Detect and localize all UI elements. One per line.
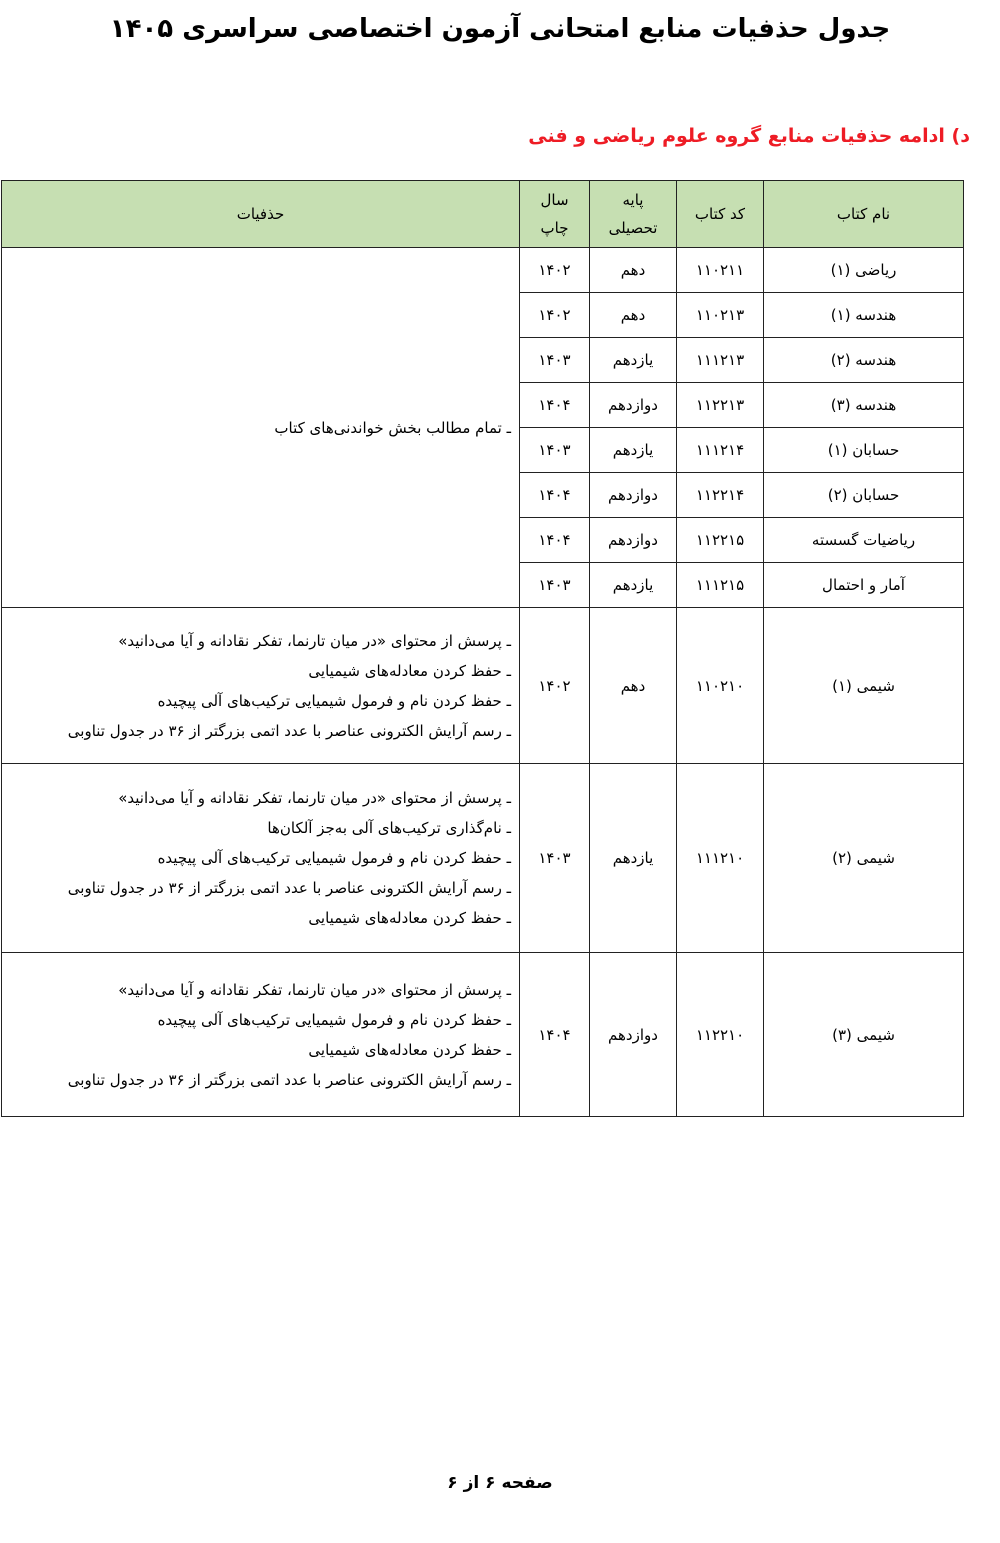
book-code-cell: ۱۱۱۲۱۵ xyxy=(677,563,764,608)
year-cell: ۱۴۰۲ xyxy=(520,608,590,764)
deletion-item: ـ حفظ کردن معادله‌های شیمیایی xyxy=(308,909,511,927)
table-header-row xyxy=(2,181,964,248)
book-code-cell: ۱۱۰۲۱۱ xyxy=(677,248,764,293)
header-grade-line1: پایه xyxy=(622,191,644,209)
year-cell: ۱۴۰۲ xyxy=(520,293,590,338)
header-year xyxy=(520,181,590,248)
book-name-cell: هندسه (۲) xyxy=(764,338,964,383)
book-code-cell: ۱۱۲۲۱۳ xyxy=(677,383,764,428)
year-cell: ۱۴۰۲ xyxy=(520,248,590,293)
deletion-item: ـ حفظ کردن معادله‌های شیمیایی xyxy=(308,1040,511,1059)
grade-cell: دهم xyxy=(590,293,677,338)
deletions-cell xyxy=(2,608,520,764)
grade-cell: یازدهم xyxy=(590,428,677,473)
header-book-name: نام کتاب xyxy=(764,181,964,248)
grade-cell: دهم xyxy=(590,248,677,293)
deletion-item: ـ پرسش از محتوای «در میان تارنما، تفکر نقادانه و آیا می‌دانید» xyxy=(118,980,511,999)
year-cell: ۱۴۰۴ xyxy=(520,518,590,563)
grade-cell: دوازدهم xyxy=(590,383,677,428)
section-heading: د) ادامه حذفیات منابع گروه علوم ریاضی و فنی xyxy=(528,125,970,147)
deletion-item: ـ حفظ کردن نام و فرمول شیمیایی ترکیب‌های آلی پیچیده xyxy=(157,691,511,710)
header-book-code: کد کتاب xyxy=(677,181,764,248)
header-grade-line2: تحصیلی xyxy=(608,219,658,237)
book-code-cell: ۱۱۰۲۱۰ xyxy=(677,608,764,764)
math-deletion-cell: ـ تمام مطالب بخش خواندنی‌های کتاب xyxy=(2,248,520,608)
table-row xyxy=(2,953,964,1117)
grade-cell: دهم xyxy=(590,608,677,764)
book-code-cell: ۱۱۱۲۱۳ xyxy=(677,338,764,383)
book-name-cell: شیمی (۱) xyxy=(764,608,964,764)
book-code-cell: ۱۱۲۲۱۰ xyxy=(677,953,764,1117)
book-code-cell: ۱۱۲۲۱۴ xyxy=(677,473,764,518)
book-name-cell: شیمی (۳) xyxy=(764,953,964,1117)
deletion-item: ـ نام‌گذاری ترکیب‌های آلی به‌جز آلکان‌ها xyxy=(267,819,511,837)
grade-cell: دوازدهم xyxy=(590,953,677,1117)
book-name-cell: آمار و احتمال xyxy=(764,563,964,608)
book-name-cell: ریاضیات گسسته xyxy=(764,518,964,563)
header-year-line2: چاپ xyxy=(540,219,569,237)
year-cell: ۱۴۰۳ xyxy=(520,563,590,608)
year-cell: ۱۴۰۳ xyxy=(520,338,590,383)
header-year-line1: سال xyxy=(540,191,569,209)
deletion-item: ـ حفظ کردن معادله‌های شیمیایی xyxy=(308,661,511,680)
page-footer: صفحه ۶ از ۶ xyxy=(447,1473,553,1493)
deletion-item: ـ پرسش از محتوای «در میان تارنما، تفکر نقادانه و آیا می‌دانید» xyxy=(118,631,511,650)
header-deletions: حذفیات xyxy=(2,181,520,248)
book-name-cell: ریاضی (۱) xyxy=(764,248,964,293)
book-name-cell: حسابان (۱) xyxy=(764,428,964,473)
book-name-cell: شیمی (۲) xyxy=(764,764,964,953)
deletion-item: ـ پرسش از محتوای «در میان تارنما، تفکر نقادانه و آیا می‌دانید» xyxy=(118,789,511,807)
grade-cell: دوازدهم xyxy=(590,473,677,518)
year-cell: ۱۴۰۳ xyxy=(520,764,590,953)
year-cell: ۱۴۰۴ xyxy=(520,473,590,518)
deletion-item: ـ رسم آرایش الکترونی عناصر با عدد اتمی بزرگتر از ۳۶ در جدول تناوبی xyxy=(67,721,511,740)
deletion-item: ـ رسم آرایش الکترونی عناصر با عدد اتمی بزرگتر از ۳۶ در جدول تناوبی xyxy=(67,879,511,897)
table-row xyxy=(2,248,964,293)
book-name-cell: حسابان (۲) xyxy=(764,473,964,518)
year-cell: ۱۴۰۳ xyxy=(520,428,590,473)
grade-cell: یازدهم xyxy=(590,563,677,608)
book-name-cell: هندسه (۱) xyxy=(764,293,964,338)
grade-cell: یازدهم xyxy=(590,764,677,953)
deletion-item: ـ حفظ کردن نام و فرمول شیمیایی ترکیب‌های آلی پیچیده xyxy=(157,849,511,867)
deletions-cell xyxy=(2,953,520,1117)
header-grade xyxy=(590,181,677,248)
book-code-cell: ۱۱۱۲۱۴ xyxy=(677,428,764,473)
grade-cell: دوازدهم xyxy=(590,518,677,563)
deletions-table xyxy=(1,180,964,1117)
grade-cell: یازدهم xyxy=(590,338,677,383)
deletions-cell xyxy=(2,764,520,953)
deletion-item: ـ رسم آرایش الکترونی عناصر با عدد اتمی بزرگتر از ۳۶ در جدول تناوبی xyxy=(67,1070,511,1089)
book-code-cell: ۱۱۱۲۱۰ xyxy=(677,764,764,953)
book-name-cell: هندسه (۳) xyxy=(764,383,964,428)
book-code-cell: ۱۱۰۲۱۳ xyxy=(677,293,764,338)
table-row xyxy=(2,608,964,764)
deletion-item: ـ حفظ کردن نام و فرمول شیمیایی ترکیب‌های آلی پیچیده xyxy=(157,1010,511,1029)
year-cell: ۱۴۰۴ xyxy=(520,383,590,428)
book-code-cell: ۱۱۲۲۱۵ xyxy=(677,518,764,563)
page-title: جدول حذفیات منابع امتحانی آزمون اختصاصی سراسری ۱۴۰۵ xyxy=(109,14,891,44)
table-row xyxy=(2,764,964,953)
year-cell: ۱۴۰۴ xyxy=(520,953,590,1117)
